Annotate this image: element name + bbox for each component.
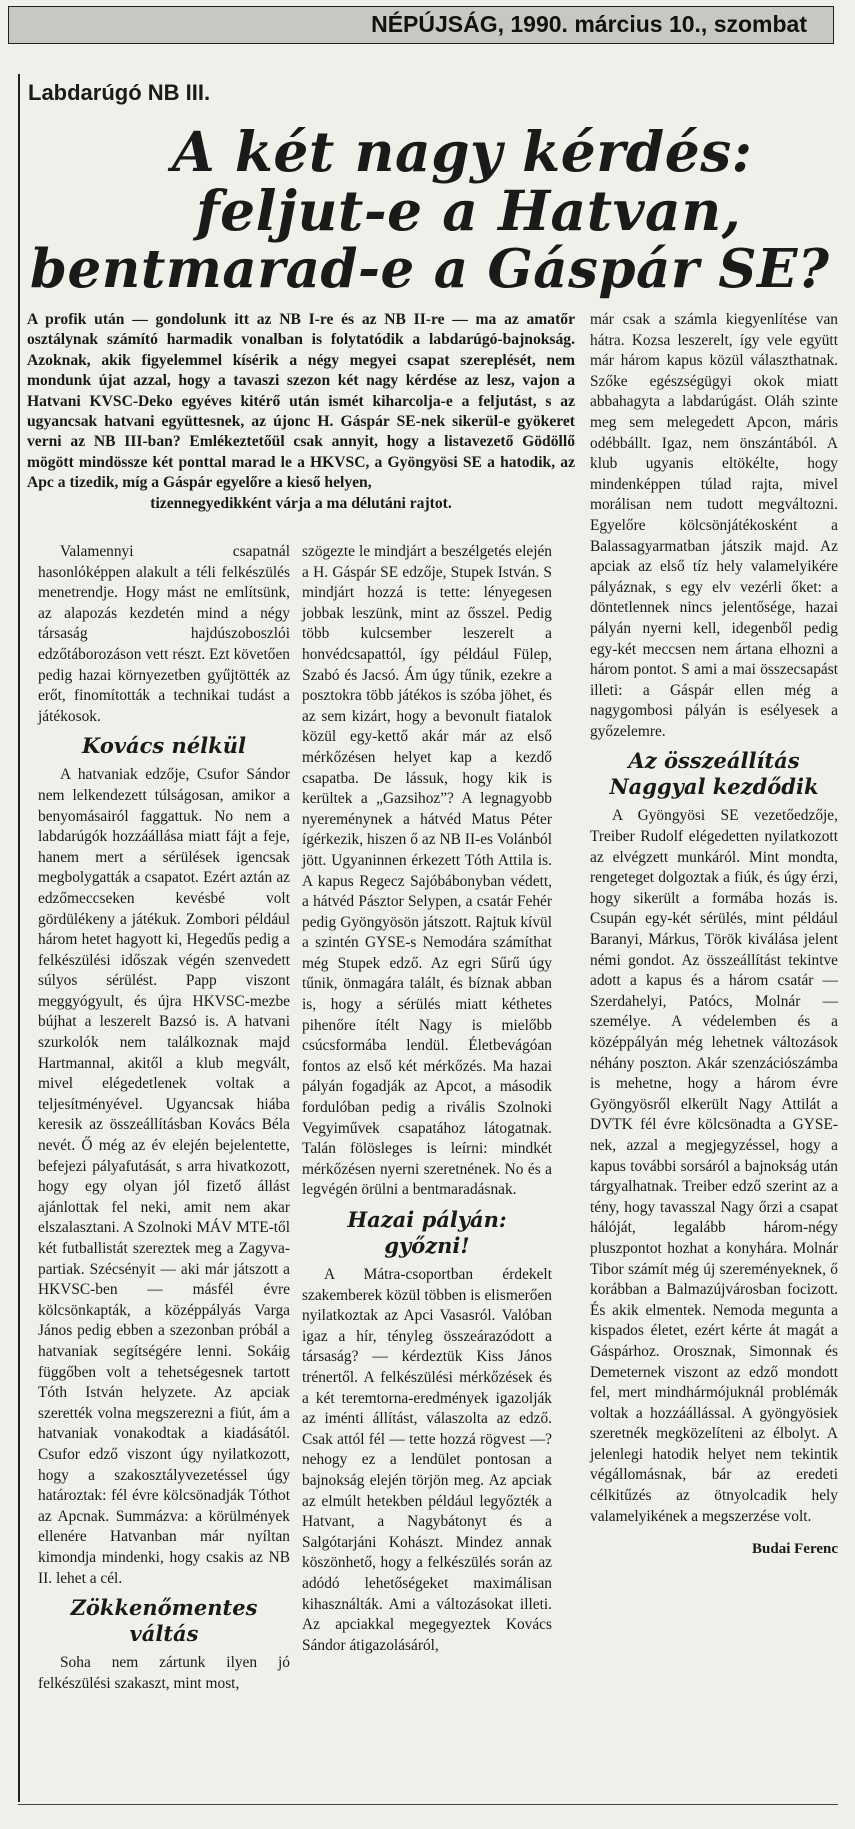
lead-body: A profik után — gondolunk itt az NB I-re és az NB II-re — ma az amatőr osztálynak számító harmadik vonalban is folytatódik a labdarúgó-bajnokság. Azoknak, akik figyelemmel kísérik a négy megyei csapat szereplését, nem mondunk újat azzal, hogy a tavaszi szezon két nagy kérdése az lesz, vajon a Hatvani KVSC-Deko egyéves kitérő után ismét kiharcolja-e a feljutást, s az ugyancsak hatvani együttesnek, az újonc H. Gáspár SE-nek sikerül-e gyökeret verni az NB III-ban? Emlékeztetőül csak annyit, hogy a listavezető Gödöllő mögött mindössze két ponttal marad le a HKVSC, a Gyöngyösi SE a hatodik, az Apc a tizedik, míg a Gáspár egyelőre a kieső helyen,	[27, 311, 575, 492]
subheading-kovacs-nelkul: Kovács nélkül	[82, 733, 246, 759]
bottom-rule	[18, 1804, 838, 1805]
author-signature: Budai Ferenc	[752, 1541, 838, 1558]
subheading-zokkenomentes-valtas: Zökkenőmentes váltás	[70, 1595, 258, 1647]
column-1-paragraph-3: Soha nem zártunk ilyen jó felkészülési szakaszt, mint most,	[38, 1654, 290, 1692]
column-3-paragraph-1: már csak a számla kiegyenlítése van hátra. Kozsa leszerelt, így vele együtt már három kapus közül választhatnak. Szőke egészségügyi okok miatt abbahagyta a labdarúgást. Oláh szinte meg sem melegedett Apcon, máris odébbállt. Igaz, nem önszántából. A klub ugyanis eltökélte, hogy mindenképpen túlad rajta, mivel morálisan nem tudott megváltozni. Egyelőre kölcsönjátékosként a Balassagyarmatban játszik majd. Az apciak az első tíz hely valamelyikére pályáznak, s egy elv vezérli őket: a döntetlennek nincs jelentősége, hazai pályán nyerni kell, idegenből pedig egy-két meccsen nem ártana elhozni a három pontot. S ami a mai összecsapást illeti: a Gáspár ellen még a nagygombosi pályán is esélyesek a győzelemre.	[590, 311, 838, 740]
article-column-2	[302, 542, 552, 1656]
column-1-paragraph-1: Valamennyi csapatnál hasonlóképpen alakult a téli felkészülés menetrendje. Hogy mást ne említsünk, az alapozás kezdetén mind a négy társaság hajdúszoboszlói edzőtáborozáson vett részt. Ezt követően pedig hazai környezetben gyűjtötték az erőt, finomították a technikai tudást a játékosok.	[38, 543, 290, 725]
left-column-rule	[18, 74, 20, 1802]
page-header-bar	[8, 6, 834, 44]
section-kicker: Labdarúgó NB III.	[28, 80, 211, 105]
headline-line-3: bentmarad-e a Gáspár SE?	[30, 238, 830, 300]
article-column-1	[38, 542, 290, 1694]
subheading-az-osszeallitas: Az összeállítás Naggyal kezdődik	[609, 748, 819, 800]
article-column-3	[590, 310, 838, 1560]
column-3-paragraph-2: A Gyöngyösi SE vezetőedzője, Treiber Rudolf elégedetten nyilatkozott az elvégzett munkáról. Mint mondta, rengeteget dolgoztak a fiúk, és úgy érzi, hogy sikerült a formába hozás is. Csupán egy-két sérülés, mint például Baranyi, Márkus, Török kiválása jelent némi gondot. Az összeállítást tekintve adott a kapus és a három csatár — Szerdahelyi, Patócs, Molnár — személye. A védelemben és a középpályán még lehetnek változások néhány poszton. Akár szenzációszámba is mehetne, hogy a három évre Gyöngyösről elkerült Nagy Attilát a DVTK fél évre kölcsönadta a GYSE-nek, azzal a megjegyzéssel, hogy a kapus további sorsáról a bajnokság után tárgyalhatnak. Treiber edző szerint az a tény, hogy tavasszal Nagy őrzi a csapat hálóját, legalább három-négy pluszpontot hozhat a konyhára. Molnár Tibor számít még új szereményeknek, ő korábban a Balmazújvárosban focizott. És akik elmentek. Nemoda megunta a kispados életet, ezért kérte át magát a Gáspárhoz. Orosznak, Simonnak és Demeternek viszont az edző mondott fel, mert mindhármójuknál problémák voltak a hozzáállással. A gyöngyösiek szeretnék megközelíteni az élbolyt. A jelenlegi hatodik helyet nem tekintik végállomásnak, bár az eredeti célkitűzés az ötnyolcadik hely valamelyikének a megszerzése volt.	[590, 807, 838, 1525]
headline-line-2: feljut-e a Hatvan,	[196, 178, 742, 243]
column-2-paragraph-2: A Mátra-csoportban érdekelt szakemberek közül többen is elismerően nyilatkoztak az Apci Vasasról. Valóban igaz a hír, tényleg összeárazódott a társaság? — kérdeztük Kiss János trénertől. A felkészülési mérkőzések és a két teremtorna-eredmények igazolják az iménti állítást, válaszolta az edző. Csak attól fél — tette hozzá rögvest —? nehogy ez a lendület pontosan a bajnokság elején törjön meg. Az apciak az elmúlt hetekben például legyőzték a Hatvant, a Nagybátonyt és a Salgótarjáni Kohászt. Mindez annak köszönhető, hogy a felkészülés során az adódó lehetőségeket maximálisan kihasználták. Ami a változásokat illeti. Az apciakkal megegyeztek Kovács Sándor átigazolásáról,	[302, 1266, 552, 1654]
column-1-paragraph-2: A hatvaniak edzője, Csufor Sándor nem lelkendezett túlságosan, amikor a benyomásairól faggattuk. No nem a labdarúgók hozzáállása miatt fájt a feje, hanem mert a sérülések igencsak megbolygatták a csapatot. Ezért aztán az edzőmeccseken kevésbé volt gördülékeny a játékuk. Zombori például három hetet hagyott ki, Hegedűs pedig a felkészülési időszak végén szenvedett súlyos sérülést. Papp viszont meggyógyult, és újra HKVSC-mezbe bújhat a leszerelt Bazsó is. A hatvani szurkolók nem találkoznak majd Hartmannal, akitől a klub megvált, mivel elégedetlenek voltak a teljesítményével. Ugyancsak hiába keresik az összeállításban Kovács Béla nevét. Ő még az év elején bejelentette, befejezi pályafutását, s arra hivatkozott, hogy egy olyan jól fizető állást ajánlottak fel neki, amit nem akar elszalasztani. A Szolnoki MÁV MTE-től két futballistát szereztek meg a Zagyva-partiak. Szécsényit — aki már játszott a HKVSC-ben — másfél évre kölcsönkapták, a középpályás Varga János pedig ebben a szezonban próbál a hatvaniak segítségére lenni. Sokáig függőben volt a tehetségesnek tartott Tóth István helyzete. Az apciak szerették volna megszerezni a fiút, ám a hatvaniak vonakodtak a kiadásától. Csufor edző viszont úgy nyilatkozott, hogy a szakosztályvezetéssel úgy határoztak: fél évre kölcsönadják Tóthot az Apcnak. Summázva: a körülmények ellenére Hatvanban már nyíltan kimondja mindenki, hogy csakis az NB II. lehet a cél.	[38, 766, 290, 1587]
lead-paragraph	[27, 310, 575, 514]
headline-line-1: A két nagy kérdés:	[172, 119, 753, 184]
subheading-hazai-palyan: Hazai pályán: győzni!	[347, 1207, 507, 1258]
page-header-text: NÉPÚJSÁG, 1990. március 10., szombat	[371, 11, 807, 37]
lead-last-line: tizennegyedikként várja a ma délutáni rajtot.	[150, 494, 452, 512]
column-2-paragraph-1: szögezte le mindjárt a beszélgetés elején a H. Gáspár SE edzője, Stupek István. S mindjárt hozzá is tette: lényegesen jobbak leszünk, mint az ősszel. Pedig több kulcsember leszerelt a honvédcsapattól, így például Fülep, Szabó és Jacsó. Ám úgy tűnik, ezekre a posztokra több játékos is szóba jöhet, és az sem kizárt, hogy a bevonult fiatalok közül egy-kettő akár már az első mérkőzésen helyet kap a kezdő csapatba. De lássuk, hogy kik is kerültek a „Gazsihoz”? A legnagyobb nyereménynek a hátvéd Matus Péter ígérkezik, hiszen ő az NB II-es Volánból jött. Ugyaninnen érkezett Tóth Attila is. A kapus Regecz Sajóbábonyban védett, a hátvéd Pásztor Selypen, a csatár Fehér pedig Gyöngyösön játszott. Rajtuk kívül a szintén GYSE-s Nemodára számíthat még Stupek edző. Az egri Sűrű úgy tűnik, önmagára talált, és bíznak abban is, hogy a sérülés miatt kéthetes pihenőre ítélt Nagy is mielőbb csúcsformába lendül. Életbevágóan fontos az első két mérkőzés. Ma hazai pályán fogadják az Apcot, a második fordulóban pedig a rivális Szolnoki Vegyiművek csapatához látogatnak. Talán fölösleges is leírni: mindkét mérkőzésen nyerni szeretnének. No és a legvégén örülni a bentmaradásnak.	[302, 543, 552, 1199]
